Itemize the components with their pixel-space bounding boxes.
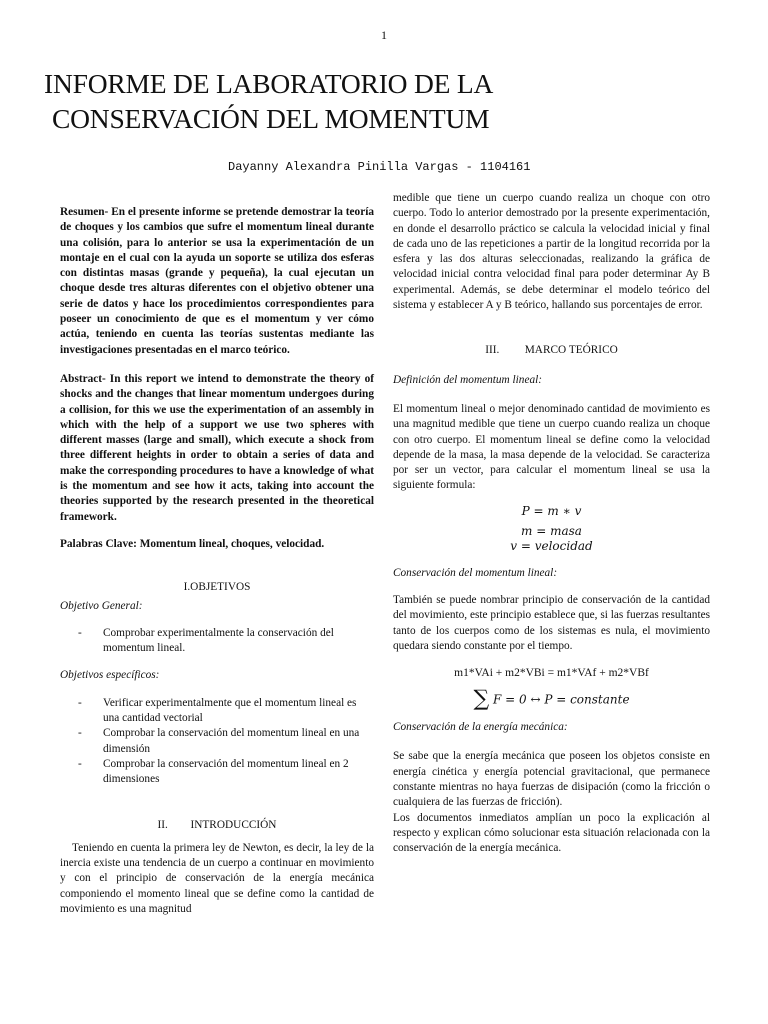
abstract-paragraph: Abstract- In this report we intend to demonstrate the theory of shocks and the changes that linear momentum undergoes during a collision, for this we use the experimentation of an assembly in which with the help of a support we use two spheres with different masses (large and small), which execute a shock from three different heights in order to obtain a series of data and make the corresponding procedures to have a knowledge of what is the momentum and see how it acts, taking into account the theories supported by the research presented in the theoretical framework. [60,372,374,523]
keywords-line: Palabras Clave: Momentum lineal, choques, velocidad. [60,537,325,550]
equation-velocidad: v = velocidad [510,538,593,553]
equation-conservation: m1*VAi + m2*VBi = m1*VAf + m2*VBf [454,667,649,680]
energia-paragraph-1: Se sabe que la energía mecánica que poseen los objetos consiste en energía cinética y energía potencial gravitacional, que permanece constante mientras no haya fuerzas de disipación (como la fricción o cualquiera de las fuerzas de fricción). [393,750,710,809]
equation-momentum: P = m ∗ v [521,503,582,518]
resumen-paragraph: Resumen- En el presente informe se pretende demostrar la teoría de choques y los cambios que sufre el momentum lineal durante una colisión, para lo anterior se usa la experimentación de un montaje en el cual con la ayuda un soporte se utiliza dos esferas con distintas masas (grande y pequeña), la cual ejecutan un choque desde tres alturas diferentes con el objetivo obtener una serie de datos y hace los procedimientos correspondientes para poseer un conocimiento de que es el momentum y ver cómo actúa, teniendo en cuenta las teorías sustentas mediante las investigaciones presentadas en el marco teórico. [60,206,374,356]
marco-title: MARCO TEÓRICO [524,344,618,357]
right-column [393,191,710,856]
introduccion-heading [60,818,374,833]
energia-label: Conservación de la energía mecánica: [393,721,568,734]
page-number: 1 [381,28,387,42]
author-line: Dayanny Alexandra Pinilla Vargas - 1104161 [228,160,531,174]
introduccion-title: INTRODUCCIÓN [190,818,277,831]
introduccion-paragraph-right: medible que tiene un cuerpo cuando realiza un choque con otro cuerpo. Todo lo anterior demostrado por la presente experimentación, en donde el desarrollo práctico se calcula la velocidad inicial y final de cada uno de las repeticiones a partir de la longitud recorrida por la esfera y las dos alturas seleccionadas, realizando la gráfica de velocidad inicial contra velocidad final para poder determinar Ay B experimental. Además, se debe determinar el modelo teórico del sistema y establecer A y B teórico, hallando sus porcentajes de error. [393,192,710,312]
momentum-equations [393,504,710,554]
list-item: - Verificar experimentalmente que el momentum lineal es una cantidad vectorial [78,696,357,725]
energia-paragraph-2: Los documentos inmediatos amplían un poco la explicación al respecto y explican cómo solucionar esta situación relacionada con la conservación de la energía mecánica. [393,811,710,855]
sum-force-text: F = 0 ↔ P = constante [493,692,630,707]
sum-symbol: ∑ [473,686,490,712]
objetivos-heading: I.OBJETIVOS [183,581,251,594]
introduccion-paragraph-left: Teniendo en cuenta la primera ley de Newton, es decir, la ley de la inercia existe una tendencia de un cuerpo a continuar en movimiento y con el principio de conservación de la energía mecánica componiendo el momento lineal que se define como la cantidad de movimiento es una magnitud [60,841,374,915]
definicion-paragraph: El momentum lineal o mejor denominado cantidad de movimiento es una magnitud medible que tiene un cuerpo cuando realiza un choque con otro cuerpo. El momentum lineal se define como la velocidad depende de la masa, la masa depende de la velocidad. Se caracteriza por ser un vector, para calcular el momentum lineal se usa la siguiente formula: [393,402,710,492]
equation-sum-force [393,688,710,711]
paper-title [44,66,664,136]
marco-number: III. [485,344,500,357]
left-column [60,205,374,917]
list-item: - Comprobar la conservación del momentum lineal en 2 dimensiones [78,757,349,786]
objetivo-general-list [60,626,374,657]
conservacion-label: Conservación del momentum lineal: [393,566,558,579]
equation-masa: m = masa [521,523,582,538]
objetivo-general-label: Objetivo General: [60,599,143,612]
conservacion-paragraph: También se puede nombrar principio de conservación de la cantidad del movimiento, este principio establece que, si las fuerzas resultantes tanto de los cuerpos como de los sistemas es nula, el movimiento quedara siendo constante por el tiempo. [393,594,710,652]
introduccion-number: II. [157,818,168,831]
list-item: - Comprobar experimentalmente la conservación del momentum lineal. [78,626,334,655]
list-item: - Comprobar la conservación del momentum lineal en una dimensión [78,727,360,755]
title-line-2: CONSERVACIÓN DEL MOMENTUM [52,103,490,134]
objetivos-especificos-label: Objetivos específicos: [60,669,160,682]
definicion-label: Definición del momentum lineal: [393,373,543,386]
marco-heading [393,343,710,358]
title-line-1: INFORME DE LABORATORIO DE LA [44,68,494,99]
objetivos-especificos-list [60,696,374,788]
